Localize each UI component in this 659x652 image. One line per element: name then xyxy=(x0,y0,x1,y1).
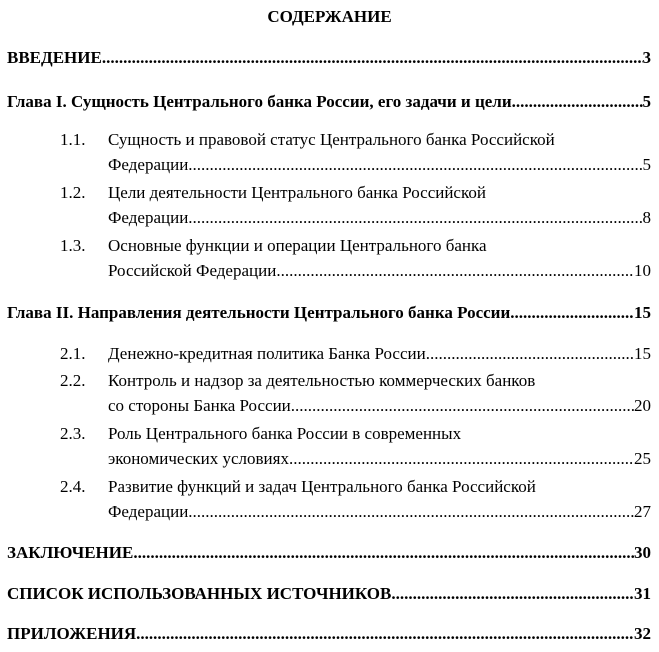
section-number: 2.2. xyxy=(60,371,86,390)
section-title-continued xyxy=(108,155,651,175)
leader-dots xyxy=(391,584,634,604)
toc-page-number: 15 xyxy=(634,344,651,363)
section-number: 1.2. xyxy=(60,183,86,202)
section-title-line2: Федерации xyxy=(108,155,189,174)
leader-dots xyxy=(136,624,634,644)
section-title: Развитие функций и задач Центрального банка Российской xyxy=(108,477,536,496)
toc-entry-label: ПРИЛОЖЕНИЯ xyxy=(7,624,137,643)
section-title-line2: экономических условиях xyxy=(108,449,289,468)
section-title: Сущность и правовой статус Центрального банка Российской xyxy=(108,130,555,149)
leader-dots xyxy=(426,344,634,364)
section-title-continued xyxy=(108,396,651,416)
toc-page-number: 5 xyxy=(642,155,651,174)
section-title-continued xyxy=(108,502,651,522)
toc-entry-chapter-1 xyxy=(7,92,651,112)
toc-page-number: 15 xyxy=(634,303,651,322)
toc-page-number: 32 xyxy=(634,624,651,643)
section-title: Основные функции и операции Центрального банка xyxy=(108,236,487,255)
toc-page-number: 20 xyxy=(634,396,651,415)
toc-page-number: 31 xyxy=(634,584,651,603)
section-title-continued xyxy=(108,261,651,281)
toc-page-number: 8 xyxy=(642,208,651,227)
leader-dots xyxy=(276,261,634,281)
section-title-line2: Федерации xyxy=(108,502,189,521)
toc-entry-appendix xyxy=(7,624,651,644)
toc-entry-label: ЗАКЛЮЧЕНИЕ xyxy=(7,543,134,562)
leader-dots xyxy=(512,92,643,112)
section-number: 2.1. xyxy=(60,344,86,363)
section-title-continued xyxy=(108,449,651,469)
section-title: Роль Центрального банка России в современных xyxy=(108,424,462,443)
toc-entry-label: ВВЕДЕНИЕ xyxy=(7,48,102,67)
toc-entry-chapter-2 xyxy=(7,303,651,323)
section-title-line2: Российской Федерации xyxy=(108,261,277,280)
section-title-line2: Федерации xyxy=(108,208,189,227)
section-row xyxy=(108,344,651,364)
leader-dots xyxy=(510,303,634,323)
toc-page-number: 30 xyxy=(634,543,651,562)
section-title-line2: со стороны Банка России xyxy=(108,396,291,415)
section-title: Денежно-кредитная политика Банка России xyxy=(108,344,426,363)
toc-entry-intro xyxy=(7,48,651,68)
section-number: 1.3. xyxy=(60,236,86,255)
toc-page-number: 27 xyxy=(634,502,651,521)
section-number: 2.4. xyxy=(60,477,86,496)
leader-dots xyxy=(188,208,642,228)
section-title-continued xyxy=(108,208,651,228)
toc-page-number: 25 xyxy=(634,449,651,468)
leader-dots xyxy=(289,449,634,469)
toc-entry-sources xyxy=(7,584,651,604)
leader-dots xyxy=(133,543,634,563)
toc-title: СОДЕРЖАНИЕ xyxy=(267,7,392,26)
toc-page-number: 3 xyxy=(642,48,651,67)
section-number: 1.1. xyxy=(60,130,86,149)
leader-dots xyxy=(188,502,634,522)
section-number: 2.3. xyxy=(60,424,86,443)
leader-dots xyxy=(188,155,642,175)
leader-dots xyxy=(102,48,643,68)
toc-entry-conclusion xyxy=(7,543,651,563)
toc-entry-label: Глава I. Сущность Центрального банка России, его задачи и цели xyxy=(7,92,512,111)
section-title: Цели деятельности Центрального банка Российской xyxy=(108,183,486,202)
toc-entry-label: Глава II. Направления деятельности Центрального банка России xyxy=(7,303,511,322)
toc-entry-label: СПИСОК ИСПОЛЬЗОВАННЫХ ИСТОЧНИКОВ xyxy=(7,584,392,603)
toc-page-number: 10 xyxy=(634,261,651,280)
section-title: Контроль и надзор за деятельностью коммерческих банков xyxy=(108,371,536,390)
toc-page-number: 5 xyxy=(642,92,651,111)
leader-dots xyxy=(291,396,634,416)
